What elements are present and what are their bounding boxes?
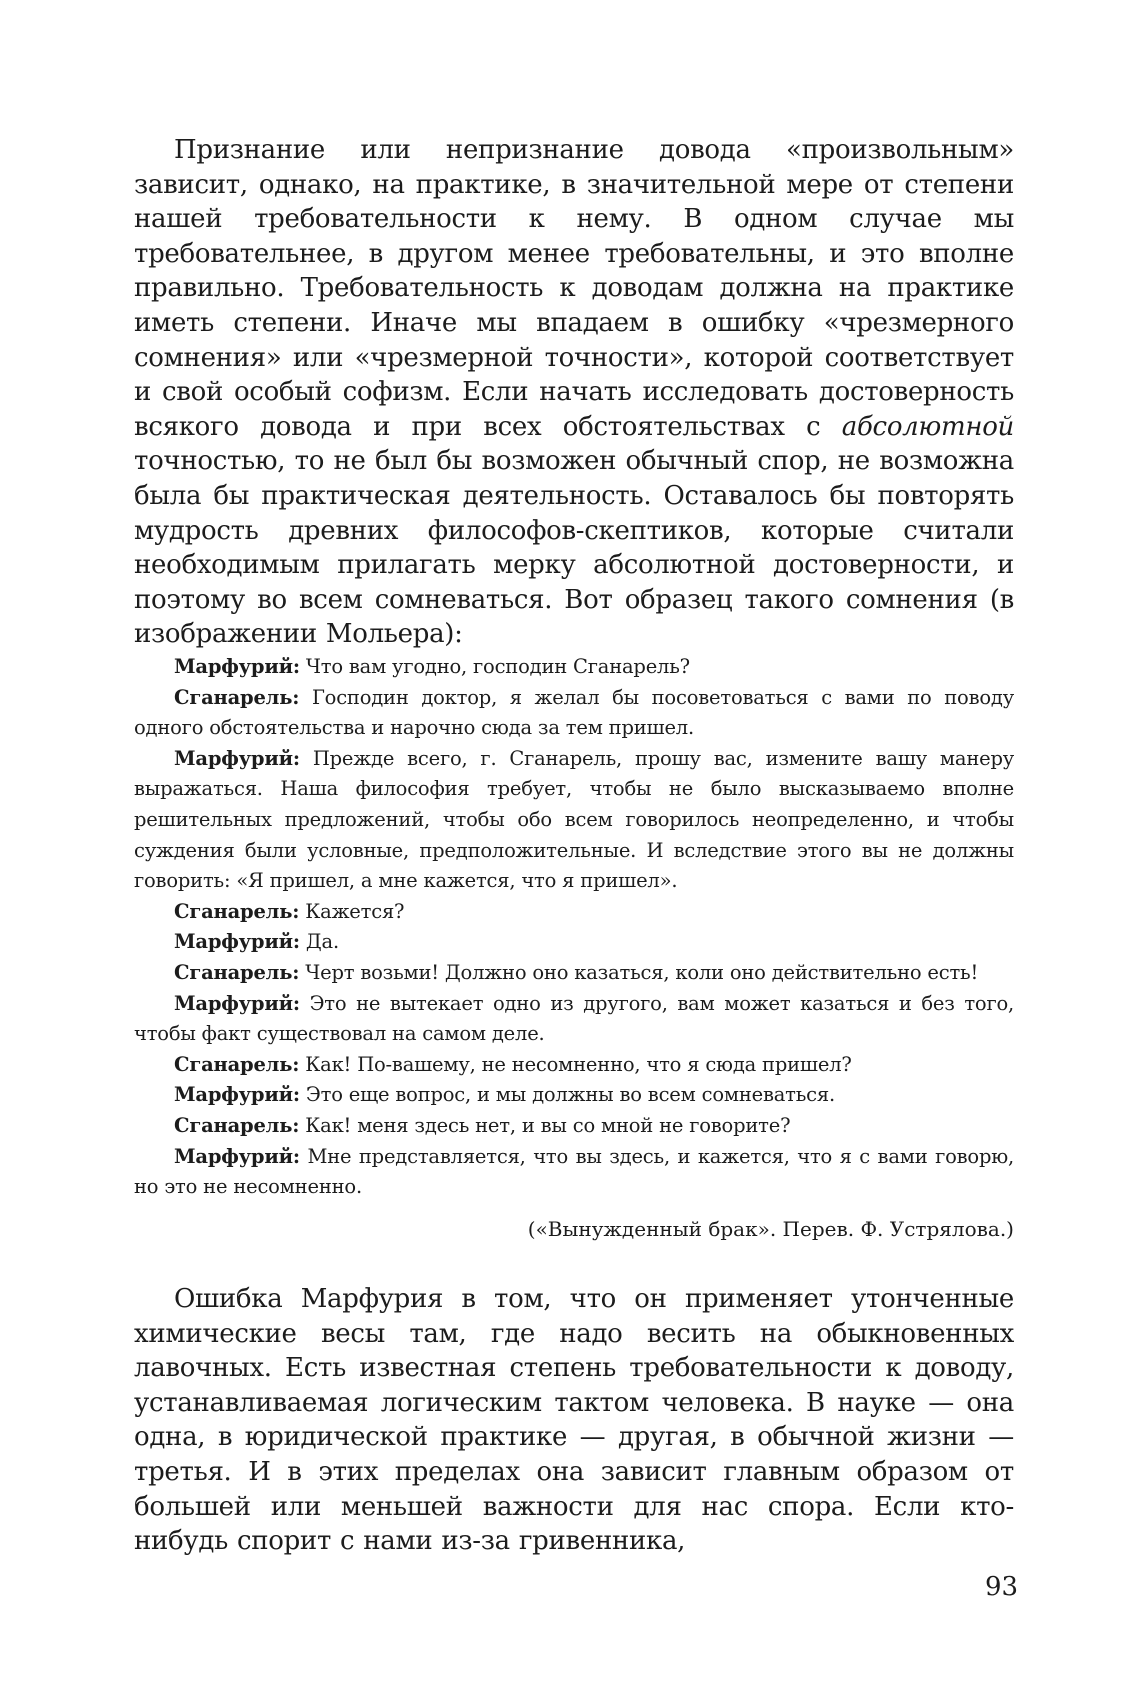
page-number: 93 xyxy=(985,1572,1019,1602)
dialogue-text: Да. xyxy=(305,930,339,954)
dialogue-text: Кажется? xyxy=(305,899,405,923)
speaker-name: Марфурий: xyxy=(174,1083,300,1107)
speaker-name: Сганарель: xyxy=(174,685,300,709)
dialogue-line xyxy=(134,683,1014,744)
speaker-name: Марфурий: xyxy=(174,655,300,678)
dialogue-line xyxy=(134,1142,1014,1203)
dialogue-text: Черт возьми! Должно оно казаться, коли оно действительно есть! xyxy=(305,960,979,984)
text-run: Признание или непризнание довода «произвольным» зависит, однако, на практике, в значительной мере от степени нашей требовательности к нему. В одном случае мы требовательнее, в другом менее требовательны, и это вполне правильно. Требовательность к доводам должна на практике иметь степени. Иначе мы впадаем в ошибку «чрезмерного сомнения» или «чрезмерной точности», которой соответствует и свой особый софизм. Если начать исследовать достоверность всякого довода и при всех обстоятельствах с xyxy=(134,135,1014,442)
speaker-name: Марфурий: xyxy=(174,1144,300,1168)
dialogue-line xyxy=(134,1050,1014,1081)
text-run: точностью, то не был бы возможен обычный спор, не возможна была бы практическая деятельность. Оставалось бы повторять мудрость древних философов-скептиков, которые считали необходимым прилагать мерку абсолютной достоверности, и поэтому во всем сомневаться. Вот образец такого сомнения (в изображении Мольера): xyxy=(134,446,1014,650)
dialogue-text: Это не вытекает одно из другого, вам может казаться и без того, чтобы факт существовал на самом деле. xyxy=(134,991,1015,1046)
paragraph-conclusion xyxy=(134,1282,1014,1559)
quote-source-citation: («Вынужденный брак». Перев. Ф. Устрялова.) xyxy=(527,1217,1014,1241)
paragraph-text xyxy=(134,133,1014,652)
speaker-name: Сганарель: xyxy=(174,1052,300,1076)
dialogue-text: Мне представляется, что вы здесь, и кажется, что я с вами говорю, но это не несомненно. xyxy=(134,1144,1014,1199)
dialogue-text: Как! По-вашему, не несомненно, что я сюда пришел? xyxy=(305,1052,852,1076)
paragraph-text: Ошибка Марфурия в том, что он применяет утонченные химические весы там, где надо весить на обыкновенных лавочных. Есть известная степень требовательности к доводу, устанавливаемая логическим тактом человека. В науке — она одна, в юридической практике — другая, в обычной жизни — третья. И в этих пределах она зависит главным образом от большей или меньшей важности для нас спора. Если кто-нибудь спорит с нами из-за гривенника, xyxy=(134,1284,1014,1557)
dialogue-line xyxy=(134,1111,1014,1142)
speaker-name: Марфурий: xyxy=(174,746,300,770)
speaker-name: Марфурий: xyxy=(174,930,300,954)
paragraph-intro xyxy=(134,133,1014,652)
dialogue-line xyxy=(134,1080,1014,1111)
dialogue-quote xyxy=(134,652,1014,1203)
dialogue-text: Как! меня здесь нет, и вы со мной не говорите? xyxy=(305,1113,791,1137)
dialogue-line xyxy=(134,897,1014,928)
dialogue-line xyxy=(134,989,1014,1050)
dialogue-text: Господин доктор, я желал бы посоветоваться с вами по поводу одного обстоятельства и нарочно сюда за тем пришел. xyxy=(134,685,1014,740)
dialogue-text: Это еще вопрос, и мы должны во всем сомневаться. xyxy=(305,1083,835,1107)
dialogue-line xyxy=(134,652,1014,683)
dialogue-line xyxy=(134,927,1014,958)
dialogue-line xyxy=(134,958,1014,989)
speaker-name: Сганарель: xyxy=(174,899,300,923)
speaker-name: Марфурий: xyxy=(174,991,300,1015)
dialogue-text: Что вам угодно, господин Сганарель? xyxy=(305,655,690,678)
dialogue-line xyxy=(134,744,1014,897)
speaker-name: Сганарель: xyxy=(174,960,300,984)
italic-emphasis: абсолютной xyxy=(841,411,1014,442)
speaker-name: Сганарель: xyxy=(174,1113,300,1137)
dialogue-text: Прежде всего, г. Сганарель, прошу вас, измените вашу манеру выражаться. Наша философия требует, чтобы не было высказываемо вполне решительных предложений, чтобы обо всем говорилось неопределенно, и чтобы суждения были условные, предположительные. И вследствие этого вы не должны говорить: «Я пришел, а мне кажется, что я пришел». xyxy=(134,746,1015,893)
